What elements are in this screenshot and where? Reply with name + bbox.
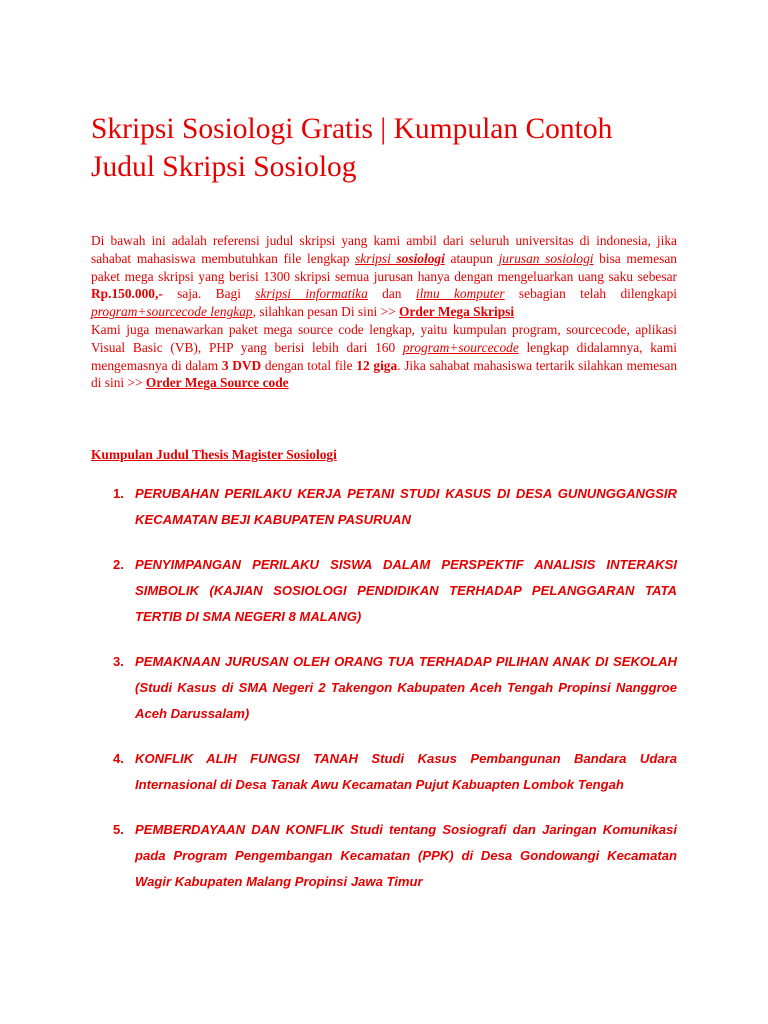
link-program-sourcecode-lengkap[interactable]: program+sourcecode lengkap bbox=[91, 304, 253, 320]
intro-text bbox=[91, 232, 677, 392]
thesis-number: 4. bbox=[113, 751, 124, 766]
intro-text-segment: dengan total file bbox=[261, 357, 357, 373]
file-size-text: 12 giga bbox=[356, 357, 398, 373]
link-jurusan-sosiologi[interactable]: jurusan sosiologi bbox=[498, 250, 594, 266]
link-skripsi[interactable]: skripsi bbox=[355, 250, 397, 266]
order-mega-skripsi-link[interactable]: Order Mega Skripsi bbox=[399, 304, 515, 320]
thesis-title: PEMBERDAYAAN DAN KONFLIK Studi tentang Sosiografi dan Jaringan Komunikasi pada Program Pengembangan Kecamatan (PPK) di Desa Gondowangi Kecamatan Wagir Kabupaten Malang Propinsi Jawa Timur bbox=[135, 822, 677, 889]
intro-text-segment: dan bbox=[367, 286, 416, 302]
thesis-item bbox=[91, 552, 677, 630]
thesis-item bbox=[91, 649, 677, 727]
thesis-title: PEMAKNAAN JURUSAN OLEH ORANG TUA TERHADAP PILIHAN ANAK DI SEKOLAH (Studi Kasus di SMA Negeri 2 Takengon Kabupaten Aceh Tengah Propinsi Nanggroe Aceh Darussalam) bbox=[135, 654, 677, 721]
thesis-title: PENYIMPANGAN PERILAKU SISWA DALAM PERSPEKTIF ANALISIS INTERAKSI SIMBOLIK (KAJIAN SOSIOLOGI PENDIDIKAN TERHADAP PELANGGARAN TATA TERTIB DI SMA NEGERI 8 MALANG) bbox=[135, 557, 677, 624]
link-sosiologi[interactable]: sosiologi bbox=[396, 250, 445, 266]
thesis-item bbox=[91, 746, 677, 798]
thesis-title: KONFLIK ALIH FUNGSI TANAH Studi Kasus Pembangunan Bandara Udara Internasional di Desa Tanak Awu Kecamatan Pujut Kabuapten Lombok Tengah bbox=[135, 751, 677, 792]
intro-text-segment: , silahkan pesan Di sini >> bbox=[252, 304, 400, 320]
thesis-list bbox=[91, 481, 677, 914]
intro-text-segment: Di bawah ini adalah referensi judul skripsi yang kami ambil dari seluruh universitas di indonesia, jika sahabat mahasiswa membutuhkan file lengkap bbox=[91, 233, 677, 266]
intro-text-segment: . Jika sahabat mahasiswa tertarik silahkan memesan di sini >> bbox=[91, 357, 678, 391]
thesis-number: 5. bbox=[113, 822, 124, 837]
dvd-count-text: 3 DVD bbox=[221, 357, 262, 373]
thesis-item bbox=[91, 817, 677, 895]
section-heading: Kumpulan Judul Thesis Magister Sosiologi bbox=[91, 447, 337, 462]
page-title: Skripsi Sosiologi Gratis | Kumpulan Contoh Judul Skripsi Sosiolog bbox=[91, 113, 613, 183]
thesis-number: 2. bbox=[113, 557, 124, 572]
intro-text-segment: saja. Bagi bbox=[162, 286, 256, 302]
intro-text-segment: sebagian telah dilengkapi bbox=[504, 286, 677, 302]
thesis-number: 1. bbox=[113, 486, 124, 501]
link-ilmu-komputer[interactable]: ilmu komputer bbox=[415, 286, 505, 302]
thesis-number: 3. bbox=[113, 654, 124, 669]
intro-text-segment: bisa memesan paket mega skripsi yang berisi 1300 skripsi semua jurusan hanya dengan mengeluarkan uang saku sebesar bbox=[91, 250, 677, 284]
order-mega-source-code-link[interactable]: Order Mega Source code bbox=[145, 375, 289, 391]
thesis-item bbox=[91, 481, 677, 533]
link-program-sourcecode[interactable]: program+sourcecode bbox=[402, 339, 519, 355]
thesis-title: PERUBAHAN PERILAKU KERJA PETANI STUDI KASUS DI DESA GUNUNGGANGSIR KECAMATAN BEJI KABUPATEN PASURUAN bbox=[135, 486, 677, 527]
intro-text-segment: ataupun bbox=[444, 250, 499, 266]
price-text: Rp.150.000,- bbox=[91, 286, 163, 302]
intro-text-segment: lengkap didalamnya, kami mengemasnya di dalam bbox=[91, 339, 677, 373]
link-skripsi-informatika[interactable]: skripsi informatika bbox=[255, 286, 368, 302]
intro-text-segment: Kami juga menawarkan paket mega source code lengkap, yaitu kumpulan program, sourcecode, aplikasi Visual Basic (VB), PHP yang berisi lebih dari 160 bbox=[91, 321, 677, 355]
